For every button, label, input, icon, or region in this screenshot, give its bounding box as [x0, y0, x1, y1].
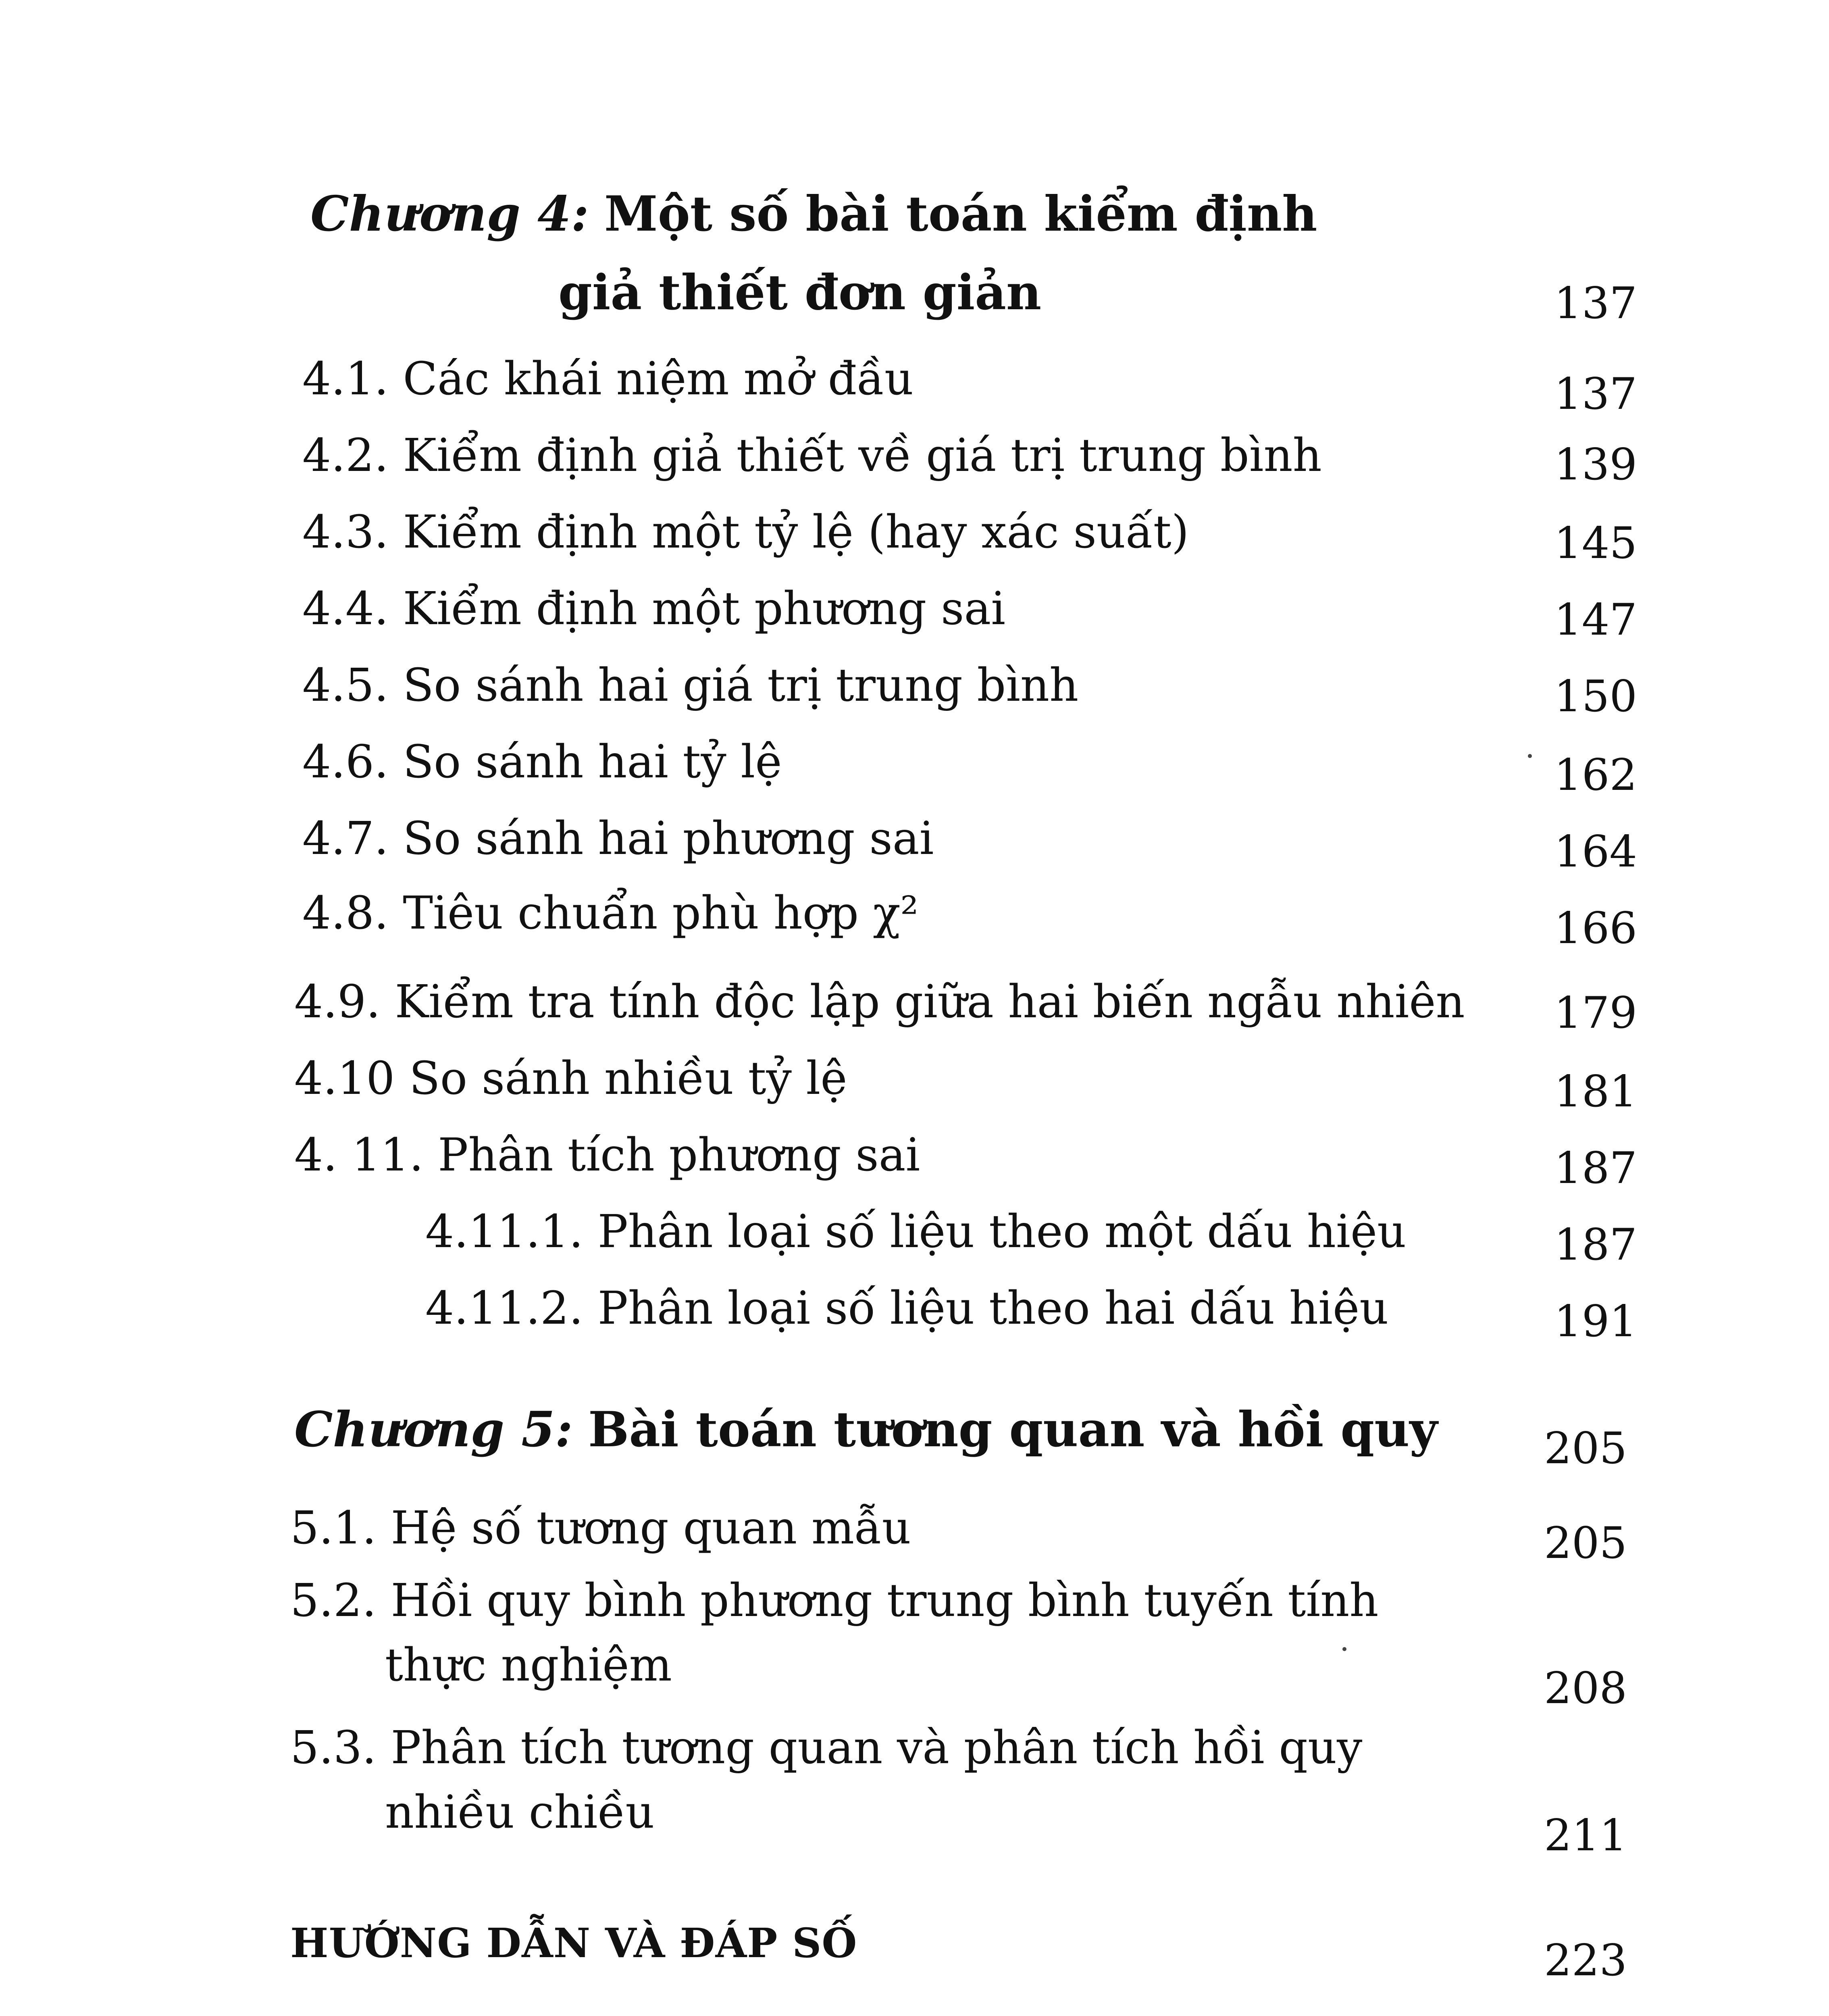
toc-item-5-3-line2: nhiều chiều: [385, 1786, 655, 1839]
answers-page: 223: [1544, 1935, 1627, 1986]
toc-page-4-5: 150: [1554, 671, 1638, 722]
toc-item-4-11-2: 4.11.2. Phân loại số liệu theo hai dấu hiệu: [425, 1282, 1389, 1335]
chapter-4-heading: [310, 185, 1317, 242]
answers-heading: HƯỚNG DẪN VÀ ĐÁP SỐ: [290, 1919, 857, 1967]
toc-item-4-7: 4.7. So sánh hai phương sai: [302, 812, 934, 865]
toc-page-4-11-2: 191: [1554, 1296, 1638, 1347]
toc-item-4-2: 4.2. Kiểm định giả thiết về giá trị trung bình: [302, 429, 1322, 482]
toc-page-5-1: 205: [1544, 1518, 1627, 1568]
toc-page-4-10: 181: [1554, 1066, 1638, 1117]
toc-page-4-1: 137: [1554, 369, 1638, 419]
toc-item-5-2-line2: thực nghiệm: [385, 1639, 672, 1691]
toc-item-4-11-1: 4.11.1. Phân loại số liệu theo một dấu hiệu: [425, 1206, 1407, 1258]
toc-item-4-10: 4.10 So sánh nhiều tỷ lệ: [294, 1052, 847, 1105]
chapter-5-title: Bài toán tương quan và hồi quy: [588, 1401, 1438, 1458]
chapter-5-heading: [294, 1401, 1438, 1458]
chapter-4-title-line1: Một số bài toán kiểm định: [604, 185, 1317, 242]
toc-page-4-3: 145: [1554, 518, 1638, 569]
toc-item-4-1: 4.1. Các khái niệm mở đầu: [302, 353, 914, 405]
toc-item-5-1: 5.1. Hệ số tương quan mẫu: [290, 1502, 911, 1554]
toc-page-5-3: 211: [1544, 1810, 1627, 1861]
toc-item-4-9: 4.9. Kiểm tra tính độc lập giữa hai biến ngẫu nhiên: [294, 976, 1465, 1028]
scan-speck: [1528, 754, 1532, 758]
toc-item-4-5: 4.5. So sánh hai giá trị trung bình: [302, 659, 1079, 712]
toc-page-5-2: 208: [1544, 1663, 1627, 1714]
toc-page-4-2: 139: [1554, 439, 1638, 490]
chapter-5-label: Chương 5:: [294, 1401, 573, 1458]
chapter-5-page: 205: [1544, 1423, 1627, 1474]
chapter-4-label: Chương 4:: [310, 185, 589, 242]
toc-page-4-7: 164: [1554, 827, 1638, 877]
chapter-4-title-line2: giả thiết đơn giản: [558, 264, 1042, 321]
scan-speck: [1342, 1647, 1346, 1651]
toc-page-4-6: 162: [1554, 750, 1638, 800]
chapter-4-page: 137: [1554, 278, 1638, 329]
toc-item-4-11: 4. 11. Phân tích phương sai: [294, 1129, 920, 1181]
toc-item-4-8: 4.8. Tiêu chuẩn phù hợp χ²: [302, 887, 919, 939]
toc-page-4-11: 187: [1554, 1143, 1638, 1193]
toc-item-4-3: 4.3. Kiểm định một tỷ lệ (hay xác suất): [302, 506, 1189, 558]
toc-page-4-9: 179: [1554, 988, 1638, 1038]
toc-page-4-11-1: 187: [1554, 1220, 1638, 1270]
toc-item-5-3-line1: 5.3. Phân tích tương quan và phân tích hồi quy: [290, 1722, 1363, 1774]
toc-page-4-8: 166: [1554, 903, 1638, 954]
toc-item-4-6: 4.6. So sánh hai tỷ lệ: [302, 736, 782, 788]
toc-page-4-4: 147: [1554, 595, 1638, 645]
toc-item-5-2-line1: 5.2. Hồi quy bình phương trung bình tuyến tính: [290, 1574, 1379, 1627]
toc-item-4-4: 4.4. Kiểm định một phương sai: [302, 583, 1006, 635]
